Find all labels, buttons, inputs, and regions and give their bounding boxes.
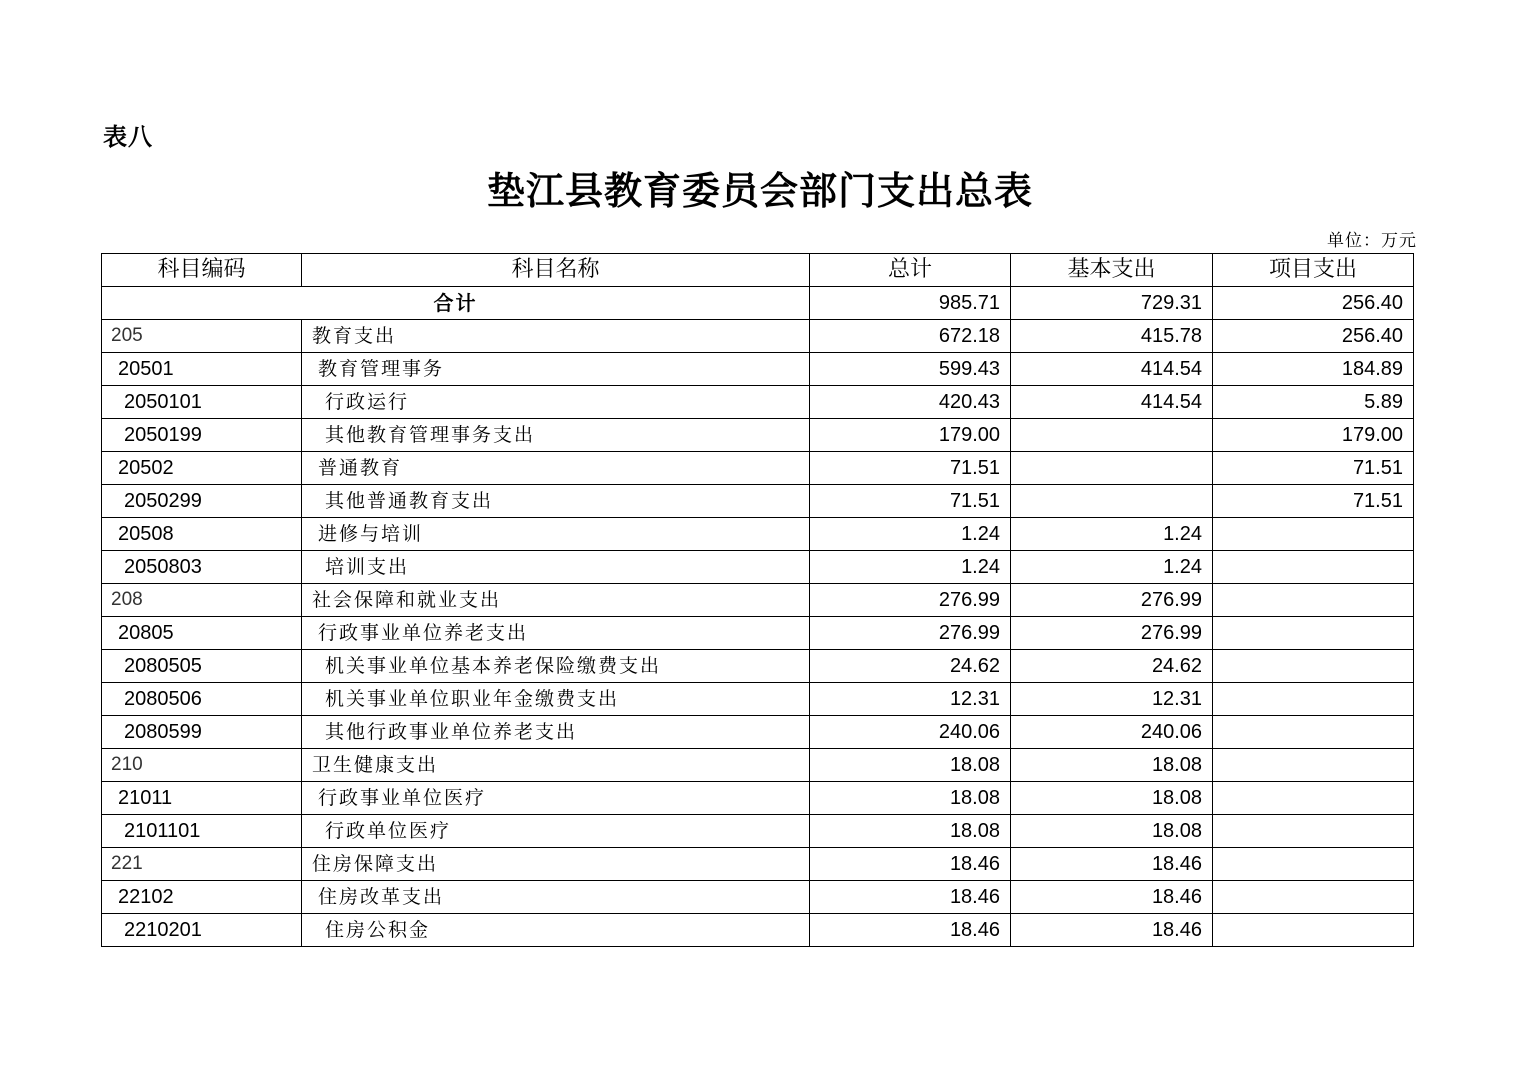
project-cell: 5.89: [1213, 386, 1414, 419]
name-cell: 行政事业单位养老支出: [302, 617, 810, 650]
code-cell: 221: [102, 848, 302, 881]
total-cell: 985.71: [810, 287, 1011, 320]
table-row: [102, 881, 1414, 914]
project-cell: [1213, 749, 1414, 782]
unit-label: 单位：万元: [1327, 231, 1417, 251]
table-row: [102, 419, 1414, 452]
header-total: 总计: [810, 254, 1011, 287]
name-cell: 住房公积金: [302, 914, 810, 947]
project-cell: [1213, 782, 1414, 815]
code-cell: 21011: [102, 782, 302, 815]
total-cell: 18.08: [810, 782, 1011, 815]
code-cell: 2210201: [102, 914, 302, 947]
code-cell: 20502: [102, 452, 302, 485]
table-row: [102, 518, 1414, 551]
total-cell: 18.08: [810, 749, 1011, 782]
code-cell: 22102: [102, 881, 302, 914]
project-cell: [1213, 716, 1414, 749]
name-cell: 行政单位医疗: [302, 815, 810, 848]
table-row: [102, 815, 1414, 848]
basic-cell: 18.46: [1011, 881, 1213, 914]
code-cell: 20805: [102, 617, 302, 650]
basic-cell: 18.08: [1011, 749, 1213, 782]
total-cell: 1.24: [810, 518, 1011, 551]
total-cell: 18.46: [810, 881, 1011, 914]
name-cell: 其他行政事业单位养老支出: [302, 716, 810, 749]
table-row: [102, 848, 1414, 881]
total-cell: 18.46: [810, 914, 1011, 947]
total-cell: 599.43: [810, 353, 1011, 386]
name-cell: 培训支出: [302, 551, 810, 584]
project-cell: [1213, 881, 1414, 914]
name-cell: 行政事业单位医疗: [302, 782, 810, 815]
expenditure-table: [101, 253, 1414, 947]
name-cell: 进修与培训: [302, 518, 810, 551]
basic-cell: 414.54: [1011, 353, 1213, 386]
code-cell: 2050199: [102, 419, 302, 452]
table-row: [102, 650, 1414, 683]
total-row: [102, 287, 1414, 320]
total-cell: 276.99: [810, 584, 1011, 617]
total-cell: 12.31: [810, 683, 1011, 716]
name-cell: 行政运行: [302, 386, 810, 419]
total-cell: 1.24: [810, 551, 1011, 584]
total-cell: 18.08: [810, 815, 1011, 848]
name-cell: 卫生健康支出: [302, 749, 810, 782]
code-cell: 2050803: [102, 551, 302, 584]
code-cell: 2080599: [102, 716, 302, 749]
basic-cell: 12.31: [1011, 683, 1213, 716]
table-row: [102, 914, 1414, 947]
table-row: [102, 683, 1414, 716]
header-project: 项目支出: [1213, 254, 1414, 287]
table-row: [102, 452, 1414, 485]
basic-cell: 1.24: [1011, 551, 1213, 584]
project-cell: [1213, 848, 1414, 881]
table-row: [102, 320, 1414, 353]
name-cell: 机关事业单位基本养老保险缴费支出: [302, 650, 810, 683]
code-cell: 2080506: [102, 683, 302, 716]
basic-cell: 415.78: [1011, 320, 1213, 353]
code-cell: 210: [102, 749, 302, 782]
table-row: [102, 584, 1414, 617]
table-row: [102, 782, 1414, 815]
project-cell: 256.40: [1213, 320, 1414, 353]
basic-cell: 18.08: [1011, 782, 1213, 815]
total-label: 合计: [102, 287, 810, 320]
document-title: 垫江县教育委员会部门支出总表: [486, 168, 1033, 213]
table-row: [102, 716, 1414, 749]
total-cell: 71.51: [810, 452, 1011, 485]
table-row: [102, 551, 1414, 584]
code-cell: 2050101: [102, 386, 302, 419]
name-cell: 社会保障和就业支出: [302, 584, 810, 617]
project-cell: 179.00: [1213, 419, 1414, 452]
basic-cell: 18.46: [1011, 848, 1213, 881]
name-cell: 其他普通教育支出: [302, 485, 810, 518]
basic-cell: 729.31: [1011, 287, 1213, 320]
table-row: [102, 749, 1414, 782]
project-cell: 184.89: [1213, 353, 1414, 386]
project-cell: [1213, 518, 1414, 551]
code-cell: 20501: [102, 353, 302, 386]
table-header-row: [102, 254, 1414, 287]
basic-cell: [1011, 452, 1213, 485]
name-cell: 住房保障支出: [302, 848, 810, 881]
total-cell: 240.06: [810, 716, 1011, 749]
table-row: [102, 353, 1414, 386]
code-cell: 205: [102, 320, 302, 353]
code-cell: 2050299: [102, 485, 302, 518]
basic-cell: 276.99: [1011, 617, 1213, 650]
basic-cell: 18.46: [1011, 914, 1213, 947]
name-cell: 其他教育管理事务支出: [302, 419, 810, 452]
header-code: 科目编码: [102, 254, 302, 287]
code-cell: 208: [102, 584, 302, 617]
table-row: [102, 386, 1414, 419]
basic-cell: 276.99: [1011, 584, 1213, 617]
table-row: [102, 485, 1414, 518]
name-cell: 机关事业单位职业年金缴费支出: [302, 683, 810, 716]
project-cell: [1213, 914, 1414, 947]
project-cell: 71.51: [1213, 485, 1414, 518]
project-cell: [1213, 617, 1414, 650]
project-cell: [1213, 815, 1414, 848]
project-cell: [1213, 650, 1414, 683]
code-cell: 2080505: [102, 650, 302, 683]
total-cell: 672.18: [810, 320, 1011, 353]
header-basic: 基本支出: [1011, 254, 1213, 287]
code-cell: 2101101: [102, 815, 302, 848]
total-cell: 24.62: [810, 650, 1011, 683]
name-cell: 普通教育: [302, 452, 810, 485]
basic-cell: 414.54: [1011, 386, 1213, 419]
project-cell: [1213, 584, 1414, 617]
basic-cell: 240.06: [1011, 716, 1213, 749]
project-cell: 256.40: [1213, 287, 1414, 320]
basic-cell: 1.24: [1011, 518, 1213, 551]
table-number-label: 表八: [103, 123, 153, 151]
basic-cell: [1011, 419, 1213, 452]
name-cell: 住房改革支出: [302, 881, 810, 914]
basic-cell: 18.08: [1011, 815, 1213, 848]
project-cell: [1213, 551, 1414, 584]
total-cell: 420.43: [810, 386, 1011, 419]
project-cell: 71.51: [1213, 452, 1414, 485]
total-cell: 18.46: [810, 848, 1011, 881]
header-name: 科目名称: [302, 254, 810, 287]
project-cell: [1213, 683, 1414, 716]
total-cell: 71.51: [810, 485, 1011, 518]
total-cell: 276.99: [810, 617, 1011, 650]
code-cell: 20508: [102, 518, 302, 551]
table-row: [102, 617, 1414, 650]
basic-cell: 24.62: [1011, 650, 1213, 683]
name-cell: 教育管理事务: [302, 353, 810, 386]
total-cell: 179.00: [810, 419, 1011, 452]
name-cell: 教育支出: [302, 320, 810, 353]
basic-cell: [1011, 485, 1213, 518]
